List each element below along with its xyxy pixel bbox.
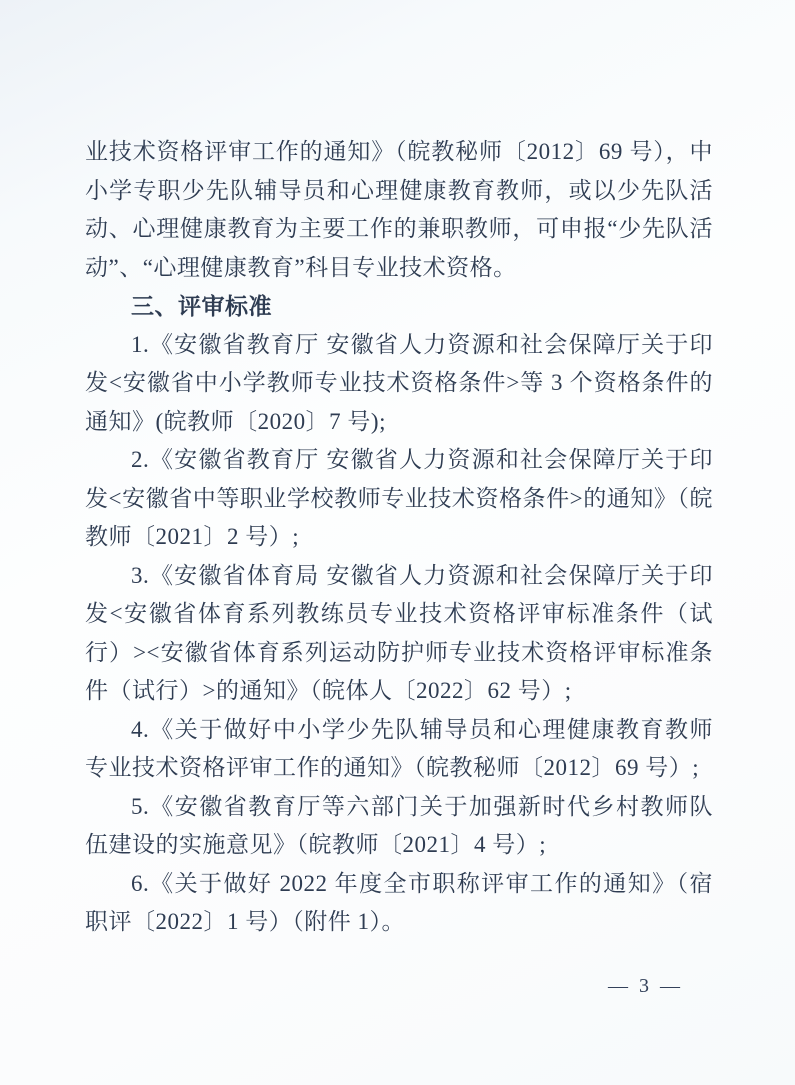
page-number: — 3 — (608, 975, 683, 997)
list-item-4: 4.《关于做好中小学少先队辅导员和心理健康教育教师专业技术资格评审工作的通知》（皖教秘师〔2012〕69 号）; (85, 716, 713, 780)
list-item-6: 6.《关于做好 2022 年度全市职称评审工作的通知》（宿职评〔2022〕1 号）（附件 1）。 (85, 870, 713, 934)
paragraph-continued: 业技术资格评审工作的通知》（皖教秘师〔2012〕69 号），中小学专职少先队辅导员和心理健康教育教师，或以少先队活动、心理健康教育为主要工作的兼职教师，可申报“少先队活动”、“心理健康教育”科目专业技术资格。 (85, 139, 713, 280)
section-heading: 三、评审标准 (131, 293, 272, 319)
list-item-1: 1.《安徽省教育厅 安徽省人力资源和社会保障厅关于印发<安徽省中小学教师专业技术资格条件>等 3 个资格条件的通知》(皖教师〔2020〕7 号); (85, 331, 713, 434)
document-body (85, 133, 713, 942)
list-item-5: 5.《安徽省教育厅等六部门关于加强新时代乡村教师队伍建设的实施意见》（皖教师〔2021〕4 号）; (85, 793, 713, 857)
list-item-2: 2.《安徽省教育厅 安徽省人力资源和社会保障厅关于印发<安徽省中等职业学校教师专业技术资格条件>的通知》（皖教师〔2021〕2 号）; (85, 447, 713, 549)
list-item-3: 3.《安徽省体育局 安徽省人力资源和社会保障厅关于印发<安徽省体育系列教练员专业技术资格评审标准条件（试行）><安徽省体育系列运动防护师专业技术资格评审标准条件（试行）>的通知》（皖体人〔2022〕62 号）; (85, 562, 713, 703)
